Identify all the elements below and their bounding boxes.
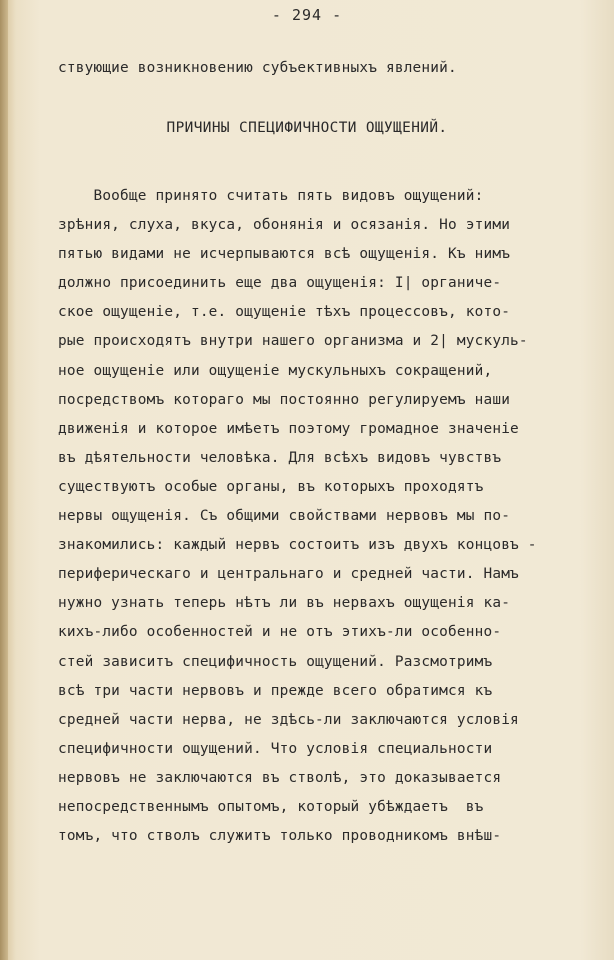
text-line: въ дѣятельности человѣка. Для всѣхъ видовъ чувствъ: [58, 449, 502, 466]
text-line: непосредственнымъ опытомъ, который убѣждаетъ въ: [58, 798, 484, 815]
text-line: периферическаго и центральнаго и средней части. Намъ: [58, 566, 519, 583]
text-line: нужно узнать теперь нѣтъ ли въ нервахъ ощущенiя ка-: [58, 595, 511, 612]
page-number: - 294 -: [271, 6, 343, 24]
text-line: нервовъ не заключаются въ стволѣ, это доказывается: [58, 769, 502, 786]
body-paragraph: [58, 182, 603, 851]
text-line: ское ощущенiе, т.е. ощущенiе тѣхъ процессовъ, кото-: [58, 304, 511, 321]
continuation-text: [58, 54, 598, 83]
text-line: Вообще принято считать пять видовъ ощущений:: [58, 188, 484, 204]
text-line: средней части нерва, не здѣсь-ли заключаются условiя: [58, 711, 519, 728]
section-heading: ПРИЧИНЫ СПЕЦИФИЧНОСТИ ОЩУЩЕНИЙ.: [166, 120, 448, 136]
text-line: томъ, что стволъ служитъ только проводникомъ внѣш-: [58, 828, 502, 845]
text-line: знакомились: каждый нервъ состоитъ изъ двухъ концовъ -: [58, 537, 537, 554]
text-line: существуютъ особые органы, въ которыхъ проходятъ: [58, 478, 484, 495]
text-line: зрѣния, слуха, вкуса, обонянiя и осязанiя. Но этими: [58, 217, 511, 234]
text-line: ное ощущенiе или ощущенiе мускульныхъ сокращений,: [58, 362, 493, 379]
text-line: рые происходятъ внутри нашего организма и 2| мускуль-: [58, 333, 528, 350]
text-line: должно присоединить еще два ощущенiя: I| органиче-: [58, 275, 502, 292]
text-line: ствующие возникновению субъективныхъ явлений.: [58, 60, 457, 76]
text-line: нервы ощущенiя. Съ общими свойствами нервовъ мы по-: [58, 508, 511, 525]
text-line: движенiя и которое имѣетъ поэтому громадное значенiе: [58, 420, 519, 437]
text-line: посредствомъ котораго мы постоянно регулируемъ наши: [58, 391, 511, 408]
text-line: стей зависитъ специфичность ощущений. Разсмотримъ: [58, 653, 493, 670]
text-line: специфичности ощущений. Что условiя специальности: [58, 740, 493, 757]
binding-edge: [0, 0, 8, 960]
text-line: пятью видами не исчерпываются всѣ ощущенiя. Къ нимъ: [58, 246, 511, 263]
text-line: всѣ три части нервовъ и прежде всего обратимся къ: [58, 682, 493, 699]
text-line: кихъ-либо особенностей и не отъ этихъ-ли особенно-: [58, 624, 502, 641]
